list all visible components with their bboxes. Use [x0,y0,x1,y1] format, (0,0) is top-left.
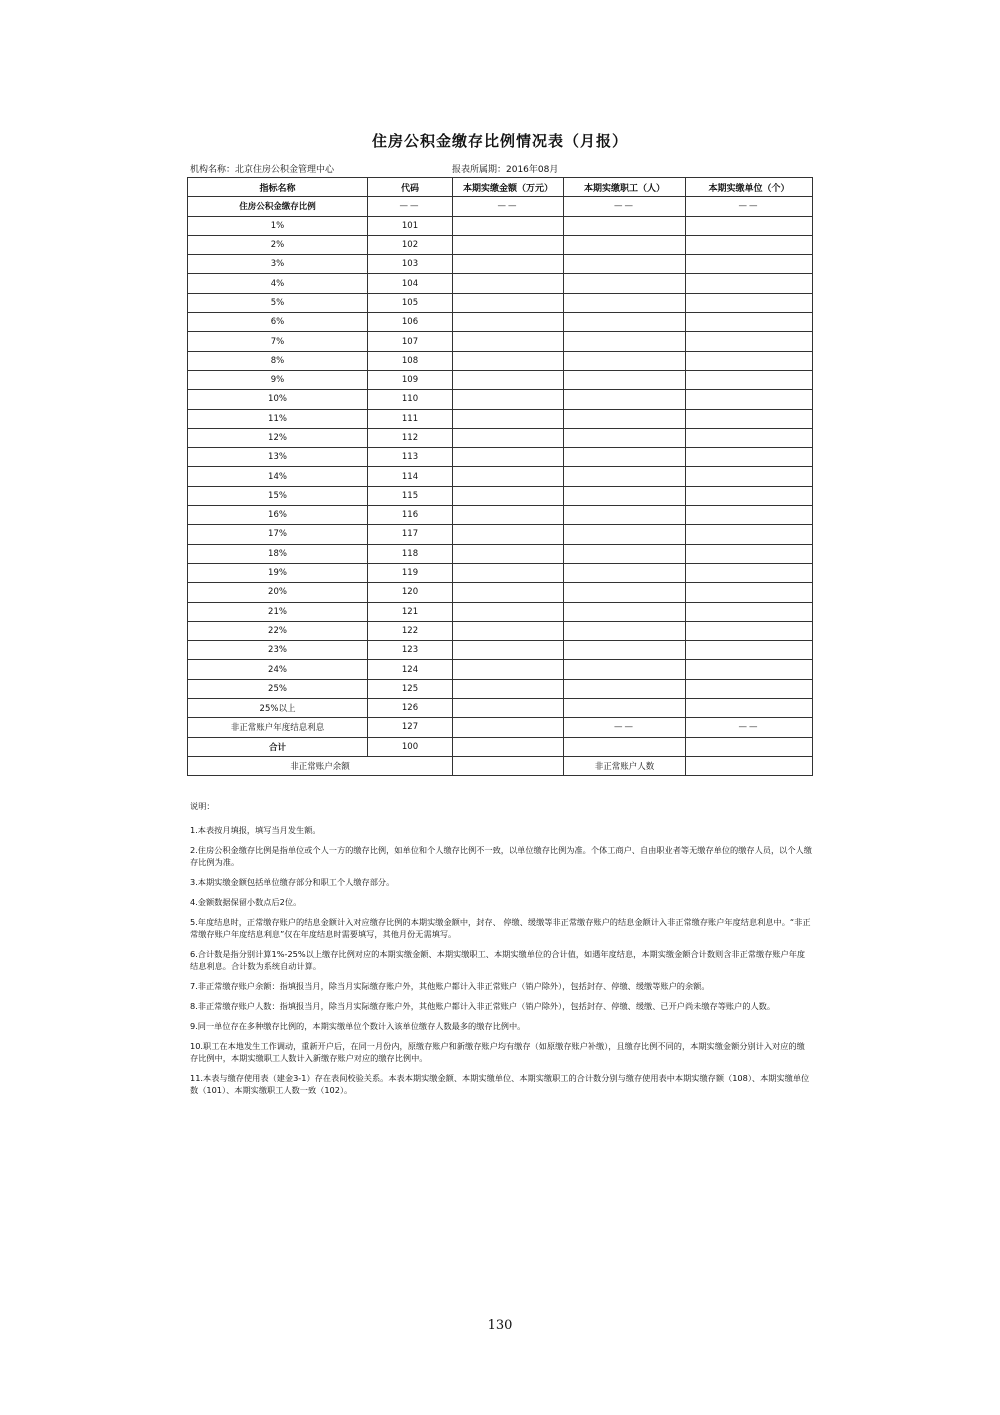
report-title: 住房公积金缴存比例情况表（月报） [371,132,628,150]
table-row [188,313,813,332]
row-amount [453,641,564,660]
row-units: —— [686,197,813,216]
row-name: 非正常账户年度结息利息 [188,718,368,737]
row-workers [564,370,686,389]
row-amount [453,621,564,640]
row-units [686,332,813,351]
row-name: 15% [188,486,368,505]
table-row [188,351,813,370]
row-name: 11% [188,409,368,428]
row-units [686,563,813,582]
row-units [686,274,813,293]
row-amount [453,563,564,582]
row-amount [453,216,564,235]
row-units [686,428,813,447]
row-units [686,621,813,640]
row-workers [564,525,686,544]
row-amount [453,718,564,737]
row-name: 14% [188,467,368,486]
row-units [686,370,813,389]
row-name: 21% [188,602,368,621]
org-name: 机构名称：北京住房公积金管理中心 [190,165,335,175]
row-amount [453,506,564,525]
row-units: —— [686,718,813,737]
table-row [188,274,813,293]
row-code: 109 [368,370,453,389]
note-item: 10.职工在本地发生工作调动，重新开户后，在同一月份内，原缴存账户和新缴存账户均有缴存（如原缴存账户补缴），且缴存比例不同的，本期实缴金额分别计入对应的缴存比例中，本期实缴职工人数计入新缴存账户对应的缴存比例中。 [190,1041,805,1063]
table-row-abnormal [188,756,813,775]
row-units [686,641,813,660]
ratio-table [187,177,813,776]
col-header-units: 本期实缴单位（个） [686,178,813,197]
row-workers [564,448,686,467]
col-header-name: 指标名称 [188,178,368,197]
row-workers [564,390,686,409]
row-amount [453,409,564,428]
row-amount [453,370,564,389]
row-name: 16% [188,506,368,525]
row-workers: —— [564,718,686,737]
row-units [686,409,813,428]
row-name: 17% [188,525,368,544]
row-workers [564,660,686,679]
notes-list [190,824,812,1096]
page-number: 130 [487,1318,513,1333]
row-code: 104 [368,274,453,293]
note-item: 3.本期实缴金额包括单位缴存部分和职工个人缴存部分。 [190,877,395,887]
row-amount [453,737,564,756]
table-row [188,699,813,718]
row-workers: —— [564,197,686,216]
row-workers [564,699,686,718]
row-units [686,544,813,563]
table-row [188,583,813,602]
row-workers [564,313,686,332]
row-name: 8% [188,351,368,370]
row-code: 124 [368,660,453,679]
table-row [188,486,813,505]
row-amount [453,660,564,679]
note-item: 1.本表按月填报，填写当月发生额。 [190,825,321,835]
abnormal-balance-label: 非正常账户余额 [188,756,453,775]
row-code: 126 [368,699,453,718]
row-name: 25%以上 [188,699,368,718]
row-workers [564,332,686,351]
row-name: 25% [188,679,368,698]
row-units [686,699,813,718]
table-row [188,216,813,235]
col-header-code: 代码 [368,178,453,197]
table-row [188,428,813,447]
row-code: 108 [368,351,453,370]
table-row [188,544,813,563]
row-units [686,737,813,756]
row-workers [564,621,686,640]
row-units [686,660,813,679]
row-workers [564,641,686,660]
note-item: 8.非正常缴存账户人数：指填报当月，除当月实际缴存账户外，其他账户都计入非正常账户（销户除外），包括封存、停缴、缓缴、已开户尚未缴存等账户的人数。 [190,1001,776,1011]
row-code: 117 [368,525,453,544]
row-name: 4% [188,274,368,293]
row-workers [564,544,686,563]
col-header-amount: 本期实缴金额（万元） [453,178,564,197]
row-name: 9% [188,370,368,389]
row-units [686,293,813,312]
row-code: 122 [368,621,453,640]
row-workers [564,351,686,370]
row-name: 2% [188,235,368,254]
row-code: 102 [368,235,453,254]
note-item: 6.合计数是指分别计算1%-25%以上缴存比例对应的本期实缴金额、本期实缴职工、本期实缴单位的合计值，如遇年度结息，本期实缴金额合计数则含非正常缴存账户年度结息利息。合计数为系统自动计算。 [190,949,806,971]
row-workers [564,506,686,525]
table-row [188,641,813,660]
table-row [188,197,813,216]
row-code: 123 [368,641,453,660]
abnormal-count-label: 非正常账户人数 [564,756,686,775]
abnormal-count-value [686,756,813,775]
table-row [188,563,813,582]
table-row [188,370,813,389]
row-units [686,448,813,467]
row-amount [453,544,564,563]
row-units [686,235,813,254]
row-amount [453,293,564,312]
row-code: 125 [368,679,453,698]
row-code: 113 [368,448,453,467]
row-code: 103 [368,255,453,274]
row-amount [453,274,564,293]
row-name: 12% [188,428,368,447]
row-amount [453,486,564,505]
row-amount [453,467,564,486]
table-row [188,235,813,254]
table-row [188,390,813,409]
row-units [686,313,813,332]
abnormal-balance-value [453,756,564,775]
row-code: 112 [368,428,453,447]
row-units [686,255,813,274]
row-code: 110 [368,390,453,409]
row-amount [453,390,564,409]
notes-heading: 说明： [190,801,215,811]
note-item: 7.非正常缴存账户余额：指填报当月，除当月实际缴存账户外，其他账户都计入非正常账户（销户除外），包括封存、停缴、缓缴等账户的余额。 [190,981,710,991]
row-workers [564,409,686,428]
row-workers [564,216,686,235]
row-code: 121 [368,602,453,621]
row-units [686,467,813,486]
row-code: 127 [368,718,453,737]
row-name: 23% [188,641,368,660]
row-units [686,602,813,621]
row-workers [564,428,686,447]
row-units [686,486,813,505]
row-workers [564,602,686,621]
row-amount [453,351,564,370]
table-row-total [188,737,813,756]
row-name: 18% [188,544,368,563]
row-code: 118 [368,544,453,563]
row-code: 100 [368,737,453,756]
row-name: 20% [188,583,368,602]
row-code: 119 [368,563,453,582]
row-amount: —— [453,197,564,216]
row-name: 住房公积金缴存比例 [188,197,368,216]
row-units [686,679,813,698]
row-name: 19% [188,563,368,582]
row-amount [453,602,564,621]
table-row [188,467,813,486]
notes-section [190,800,812,1104]
table-header-row [188,178,813,197]
row-amount [453,699,564,718]
row-code: 105 [368,293,453,312]
row-workers [564,679,686,698]
row-workers [564,583,686,602]
row-code: 111 [368,409,453,428]
row-code: 106 [368,313,453,332]
row-code: 120 [368,583,453,602]
report-period: 报表所属期：2016年08月 [452,165,559,175]
note-item: 9.同一单位存在多种缴存比例的，本期实缴单位个数计入该单位缴存人数最多的缴存比例中。 [190,1021,526,1031]
row-units [686,390,813,409]
table-row [188,409,813,428]
row-name: 6% [188,313,368,332]
row-units [686,216,813,235]
table-row [188,332,813,351]
row-name: 10% [188,390,368,409]
table-row [188,660,813,679]
row-units [686,351,813,370]
row-workers [564,563,686,582]
row-units [686,525,813,544]
row-name: 3% [188,255,368,274]
row-amount [453,428,564,447]
row-units [686,506,813,525]
row-amount [453,313,564,332]
row-amount [453,525,564,544]
row-workers [564,293,686,312]
row-name: 5% [188,293,368,312]
table-row [188,602,813,621]
table-row [188,679,813,698]
row-code: 114 [368,467,453,486]
table-row [188,448,813,467]
note-item: 4.金额数据保留小数点后2位。 [190,897,302,907]
row-name: 7% [188,332,368,351]
row-amount [453,448,564,467]
row-code: 107 [368,332,453,351]
table-row [188,293,813,312]
row-name: 22% [188,621,368,640]
table-row [188,255,813,274]
row-amount [453,583,564,602]
col-header-workers: 本期实缴职工（人） [564,178,686,197]
row-workers [564,467,686,486]
table-row [188,621,813,640]
row-workers [564,486,686,505]
row-amount [453,679,564,698]
row-code: 116 [368,506,453,525]
row-workers [564,255,686,274]
row-code: 101 [368,216,453,235]
row-code: 115 [368,486,453,505]
row-code: —— [368,197,453,216]
row-name: 13% [188,448,368,467]
row-amount [453,255,564,274]
row-name: 1% [188,216,368,235]
row-amount [453,235,564,254]
table-row [188,525,813,544]
row-workers [564,274,686,293]
note-item: 5.年度结息时，正常缴存账户的结息金额计入对应缴存比例的本期实缴金额中，封存、 停缴、缓缴等非正常缴存账户的结息金额计入非正常缴存账户年度结息利息中。“非正常缴存账户年度结息利息”仅在年度结息时需要填写，其他月份无需填写。 [190,917,811,939]
row-amount [453,332,564,351]
table-row [188,506,813,525]
note-item: 2.住房公积金缴存比例是指单位或个人一方的缴存比例，如单位和个人缴存比例不一致，以单位缴存比例为准。个体工商户、自由职业者等无缴存单位的缴存人员，以个人缴存比例为准。 [190,845,812,867]
table-row-interest [188,718,813,737]
row-name: 24% [188,660,368,679]
row-units [686,583,813,602]
row-workers [564,235,686,254]
row-workers [564,737,686,756]
row-name: 合计 [188,737,368,756]
note-item: 11.本表与缴存使用表（建金3-1）存在表间校验关系。本表本期实缴金额、本期实缴单位、本期实缴职工的合计数分别与缴存使用表中本期实缴存额（108）、本期实缴单位数（101）、本期实缴职工人数一致（102）。 [190,1073,810,1095]
